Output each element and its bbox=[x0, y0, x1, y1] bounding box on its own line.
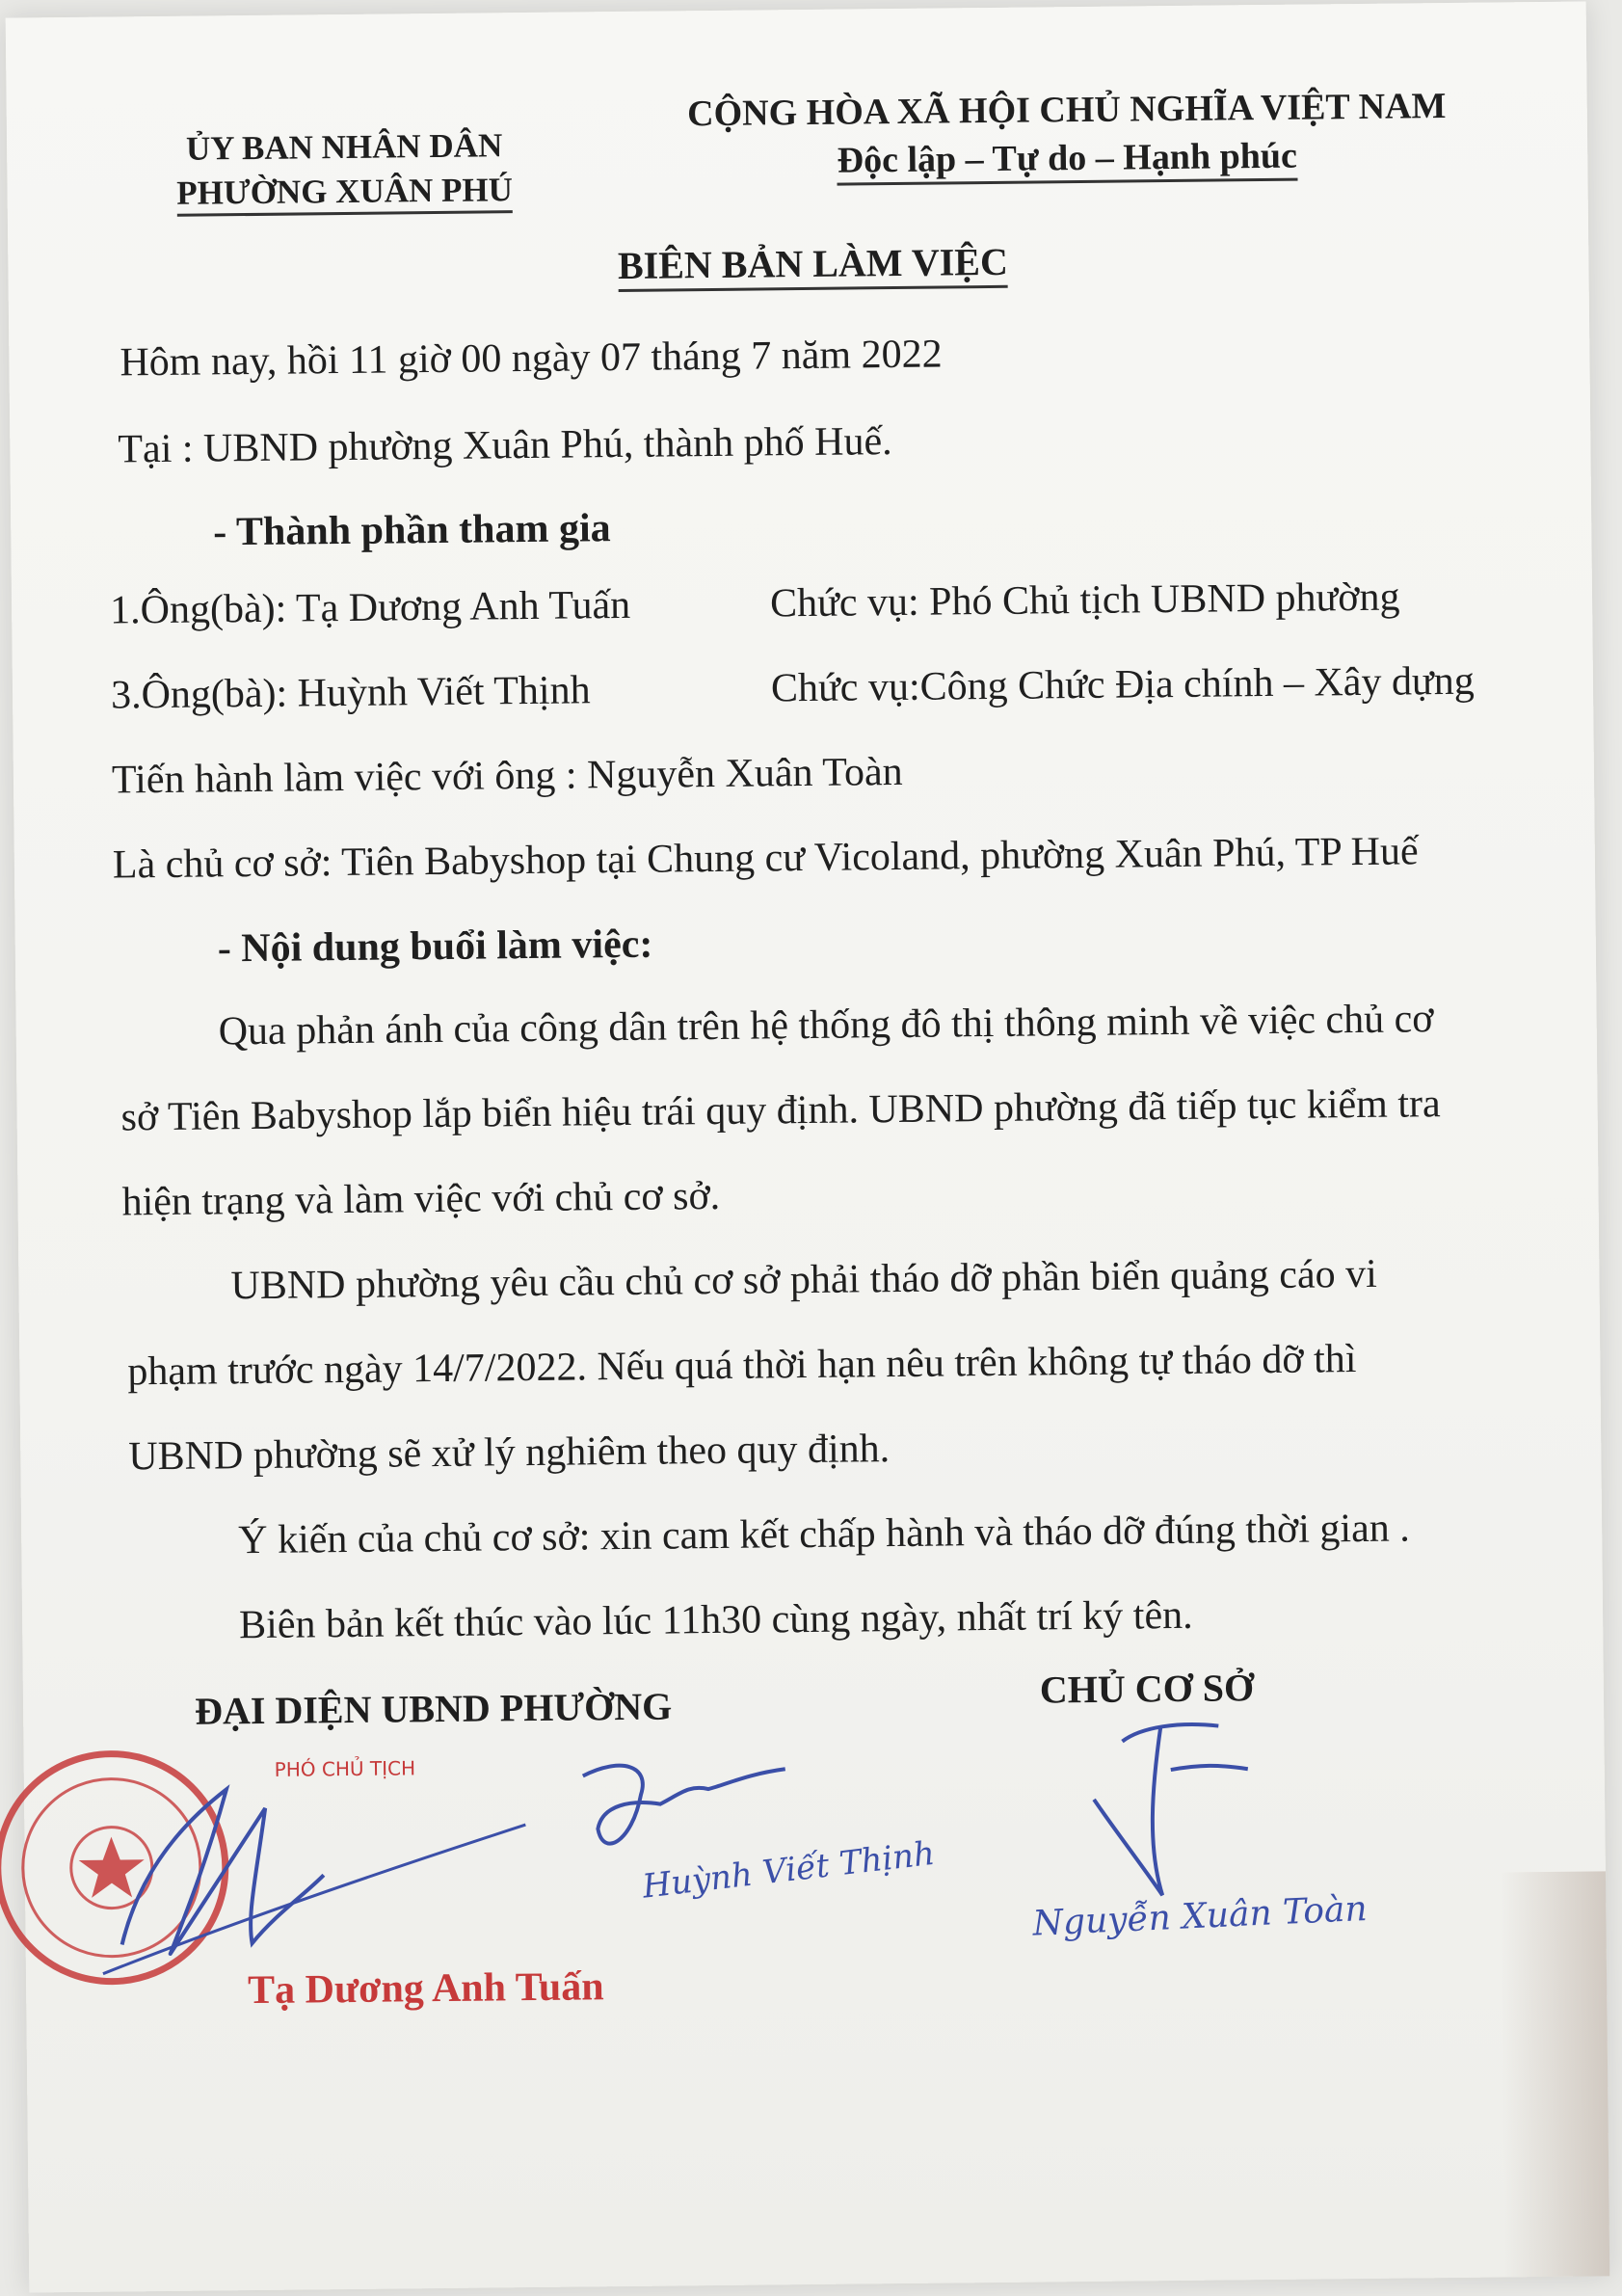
paragraph-2-line-1: UBND phường yêu cầu chủ cơ sở phải tháo dỡ phần biển quảng cáo vi bbox=[230, 1251, 1377, 1309]
stamp-title: PHÓ CHỦ TỊCH bbox=[274, 1756, 416, 1781]
participant-2-name: 3.Ông(bà): Huỳnh Viết Thịnh bbox=[110, 668, 591, 718]
national-motto: Độc lập – Tự do – Hạnh phúc bbox=[662, 130, 1472, 187]
content-heading: - Nội dung buổi làm việc: bbox=[217, 921, 653, 972]
left-signer-name: Tạ Dương Anh Tuấn bbox=[247, 1964, 604, 2014]
participant-1-role: Chức vụ: Phó Chủ tịch UBND phường bbox=[769, 574, 1400, 627]
participant-1-name: 1.Ông(bà): Tạ Dương Anh Tuấn bbox=[109, 582, 631, 633]
paragraph-2-line-3: UBND phường sẽ xử lý nghiêm theo quy định. bbox=[128, 1427, 891, 1480]
paragraph-1-line-1: Qua phản ánh của công dân trên hệ thống đô thị thông minh về việc chủ cơ bbox=[218, 997, 1434, 1055]
date-line: Hôm nay, hồi 11 giờ 00 ngày 07 tháng 7 năm 2022 bbox=[120, 332, 943, 386]
owner-opinion: Ý kiến của chủ cơ sở: xin cam kết chấp hành và tháo dỡ đúng thời gian . bbox=[238, 1506, 1410, 1563]
participant-2-role: Chức vụ:Công Chức Địa chính – Xây dựng bbox=[770, 658, 1475, 711]
issuer-line-1: ỦY BAN NHÂN DÂN bbox=[185, 126, 503, 168]
page-fold-shadow bbox=[1500, 1871, 1609, 2277]
owner-line: Là chủ cơ sở: Tiên Babyshop tại Chung cư Vicoland, phường Xuân Phú, TP Huế bbox=[112, 829, 1419, 888]
right-handwritten-name: Nguyễn Xuân Toàn bbox=[1031, 1888, 1369, 1944]
national-header bbox=[662, 82, 1473, 187]
document-page bbox=[6, 1, 1610, 2292]
paragraph-2-line-2: phạm trước ngày 14/7/2022. Nếu quá thời hạn nêu trên không tự tháo dỡ thì bbox=[127, 1337, 1357, 1395]
paragraph-1-line-2: sở Tiên Babyshop lắp biển hiệu trái quy định. UBND phường đã tiếp tục kiểm tra bbox=[120, 1081, 1441, 1140]
issuer-line-2: PHƯỜNG XUÂN PHÚ bbox=[142, 168, 546, 216]
participants-heading: - Thành phần tham gia bbox=[213, 506, 611, 555]
work-with-line: Tiến hành làm việc với ông : Nguyễn Xuân Toàn bbox=[111, 749, 903, 803]
middle-handwritten-name: Huỳnh Viết Thịnh bbox=[640, 1833, 937, 1907]
closing-line: Biên bản kết thúc vào lúc 11h30 cùng ngày, nhất trí ký tên. bbox=[238, 1592, 1193, 1648]
issuer-header bbox=[142, 123, 547, 216]
left-signature-heading: ĐẠI DIỆN UBND PHƯỜNG bbox=[194, 1684, 673, 1733]
place-line: Tại : UBND phường Xuân Phú, thành phố Huế. bbox=[118, 419, 892, 472]
right-signature-icon bbox=[1054, 1711, 1268, 1915]
paragraph-1-line-3: hiện trạng và làm việc với chủ cơ sở. bbox=[121, 1173, 721, 1225]
right-signature-heading: CHỦ CƠ SỞ bbox=[1039, 1666, 1255, 1712]
national-title: CỘNG HÒA XÃ HỘI CHỦ NGHĨA VIỆT NAM bbox=[686, 86, 1447, 135]
document-title: BIÊN BẢN LÀM VIỆC bbox=[345, 236, 1280, 291]
